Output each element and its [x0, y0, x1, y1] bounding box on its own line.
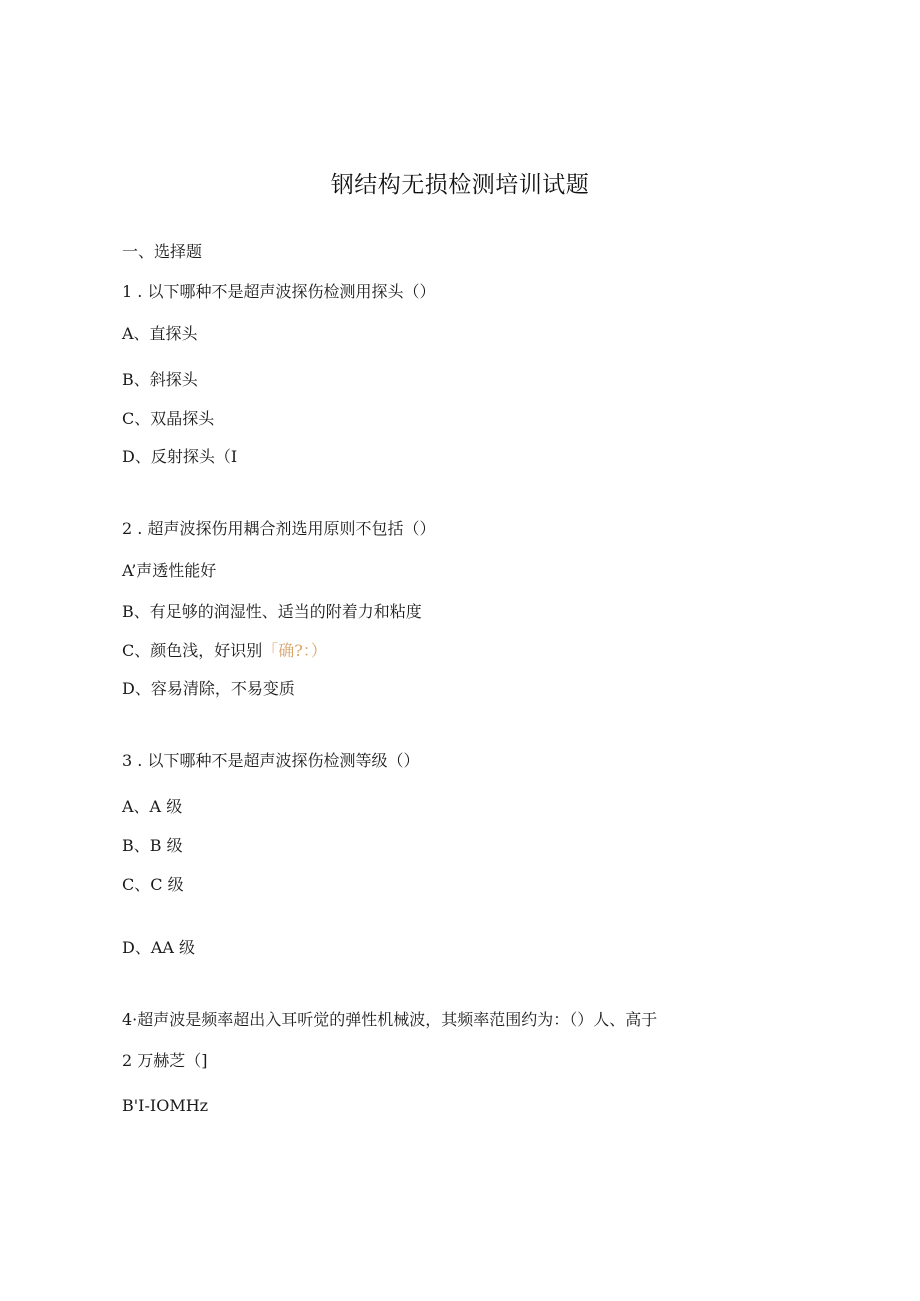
- question-2-option-d: D、容易清除，不易变质: [122, 679, 295, 698]
- question-1-option-c: C、双晶探头: [122, 409, 215, 428]
- question-4-stem-cont: 2 万赫芝（]: [122, 1051, 208, 1070]
- page-title: 钢结构无损检测培训试题: [330, 172, 590, 198]
- question-4-option-b: B'I-IOMHz: [122, 1096, 209, 1115]
- question-1-option-a: A、直探头: [122, 324, 198, 343]
- question-4-stem: 4·超声波是频率超出入耳听觉的弹性机械波，其频率范围约为：（）人、高于: [122, 1010, 658, 1029]
- question-2-option-c: C、颜色浅，好识别: [122, 641, 263, 660]
- question-3-stem: 3 . 以下哪种不是超声波探伤检测等级（）: [122, 751, 420, 770]
- question-2-option-a: A’声透性能好: [122, 561, 217, 580]
- question-1-option-d: D、反射探头（I: [122, 447, 238, 466]
- section-heading: 一、选择题: [122, 242, 203, 261]
- question-3-option-d: D、AA 级: [122, 938, 196, 957]
- question-2-option-c-row: [122, 641, 327, 661]
- question-3-option-a: A、A 级: [122, 797, 183, 816]
- question-1-option-b: B、斜探头: [122, 370, 198, 389]
- question-3-option-b: B、B 级: [122, 836, 183, 855]
- question-2-option-b: B、有足够的润湿性、适当的附着力和粘度: [122, 602, 422, 621]
- question-2-stem: 2 . 超声波探伤用耦合剂选用原则不包括（）: [122, 519, 436, 538]
- question-3-option-c: C、C 级: [122, 875, 184, 894]
- question-1-stem: 1 . 以下哪种不是超声波探伤检测用探头（）: [122, 282, 436, 301]
- question-2-option-c-note: 「确?：）: [262, 641, 327, 660]
